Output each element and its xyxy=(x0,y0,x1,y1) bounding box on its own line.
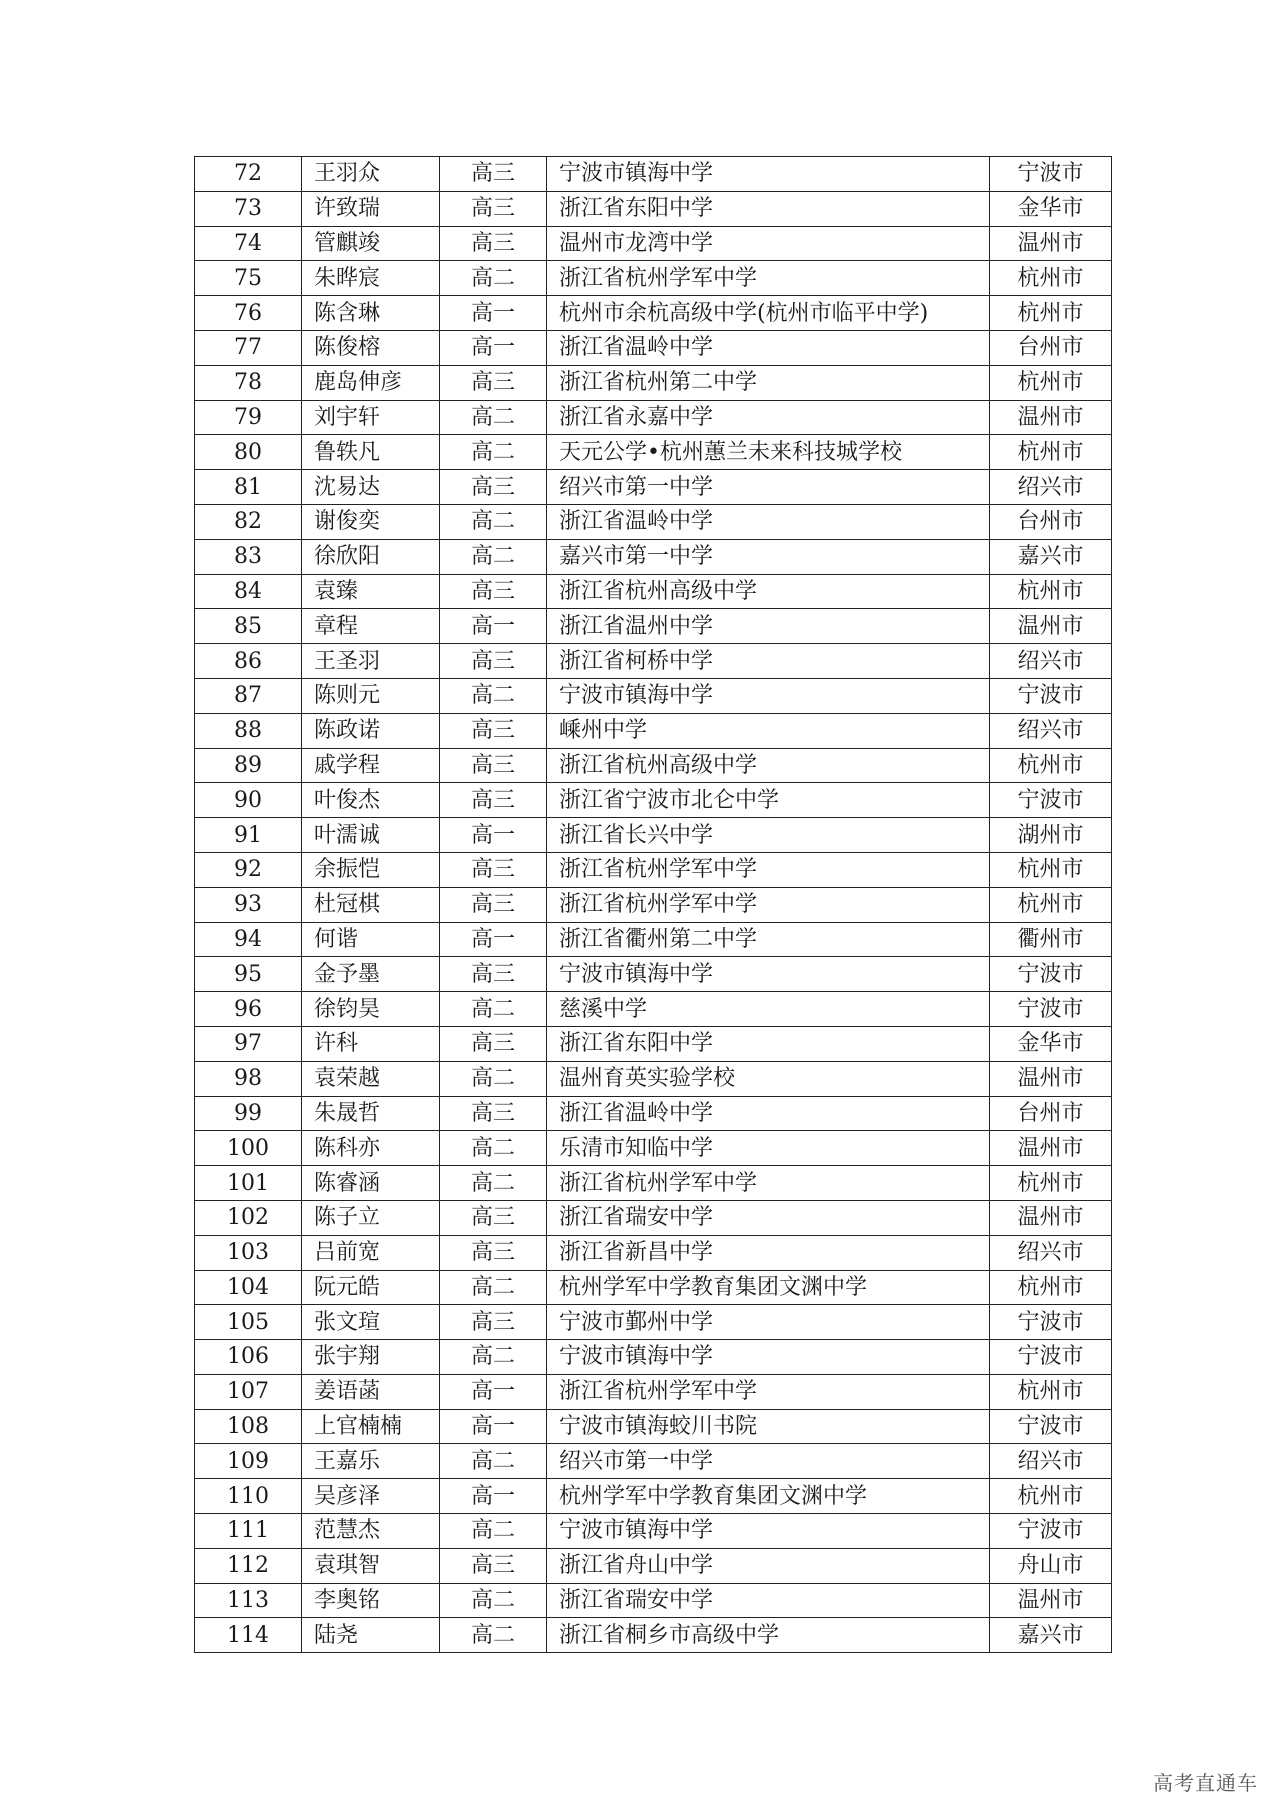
table-row xyxy=(195,1514,1112,1549)
student-name-cell: 徐钧昊 xyxy=(302,992,440,1027)
school-name-cell: 浙江省桐乡市高级中学 xyxy=(547,1618,990,1653)
table-row xyxy=(195,539,1112,574)
table-row xyxy=(195,1061,1112,1096)
city-name-cell: 舟山市 xyxy=(990,1548,1112,1583)
school-name-cell: 温州育英实验学校 xyxy=(547,1061,990,1096)
student-name-cell: 余振恺 xyxy=(302,852,440,887)
row-number-cell: 106 xyxy=(195,1340,302,1375)
grade-level-cell: 高三 xyxy=(440,887,547,922)
table-row xyxy=(195,1409,1112,1444)
city-name-cell: 绍兴市 xyxy=(990,1235,1112,1270)
school-name-cell: 浙江省新昌中学 xyxy=(547,1235,990,1270)
table-row xyxy=(195,1548,1112,1583)
grade-level-cell: 高二 xyxy=(440,504,547,539)
row-number-cell: 95 xyxy=(195,957,302,992)
row-number-cell: 92 xyxy=(195,852,302,887)
grade-level-cell: 高二 xyxy=(440,1444,547,1479)
table-row xyxy=(195,1340,1112,1375)
row-number-cell: 88 xyxy=(195,713,302,748)
student-name-cell: 王圣羽 xyxy=(302,644,440,679)
row-number-cell: 82 xyxy=(195,504,302,539)
city-name-cell: 宁波市 xyxy=(990,783,1112,818)
table-row xyxy=(195,1166,1112,1201)
city-name-cell: 绍兴市 xyxy=(990,470,1112,505)
table-row xyxy=(195,504,1112,539)
school-name-cell: 浙江省瑞安中学 xyxy=(547,1583,990,1618)
grade-level-cell: 高一 xyxy=(440,609,547,644)
grade-level-cell: 高二 xyxy=(440,1131,547,1166)
table-row xyxy=(195,470,1112,505)
city-name-cell: 杭州市 xyxy=(990,1166,1112,1201)
school-name-cell: 浙江省杭州学军中学 xyxy=(547,852,990,887)
table-row xyxy=(195,226,1112,261)
row-number-cell: 99 xyxy=(195,1096,302,1131)
student-name-cell: 朱晟哲 xyxy=(302,1096,440,1131)
table-row xyxy=(195,435,1112,470)
school-name-cell: 浙江省柯桥中学 xyxy=(547,644,990,679)
student-name-cell: 陈子立 xyxy=(302,1200,440,1235)
student-name-cell: 叶濡诚 xyxy=(302,818,440,853)
school-name-cell: 乐清市知临中学 xyxy=(547,1131,990,1166)
school-name-cell: 浙江省长兴中学 xyxy=(547,818,990,853)
city-name-cell: 杭州市 xyxy=(990,574,1112,609)
student-name-cell: 刘宇轩 xyxy=(302,400,440,435)
student-name-cell: 王嘉乐 xyxy=(302,1444,440,1479)
school-name-cell: 浙江省杭州学军中学 xyxy=(547,1166,990,1201)
city-name-cell: 宁波市 xyxy=(990,1514,1112,1549)
city-name-cell: 金华市 xyxy=(990,191,1112,226)
grade-level-cell: 高二 xyxy=(440,1514,547,1549)
school-name-cell: 浙江省衢州第二中学 xyxy=(547,922,990,957)
table-row xyxy=(195,783,1112,818)
school-name-cell: 浙江省杭州学军中学 xyxy=(547,887,990,922)
student-name-cell: 朱晔宸 xyxy=(302,261,440,296)
table-row xyxy=(195,1270,1112,1305)
city-name-cell: 温州市 xyxy=(990,400,1112,435)
student-name-cell: 戚学程 xyxy=(302,748,440,783)
city-name-cell: 湖州市 xyxy=(990,818,1112,853)
city-name-cell: 宁波市 xyxy=(990,992,1112,1027)
row-number-cell: 110 xyxy=(195,1479,302,1514)
grade-level-cell: 高二 xyxy=(440,435,547,470)
table-row xyxy=(195,191,1112,226)
school-name-cell: 嘉兴市第一中学 xyxy=(547,539,990,574)
row-number-cell: 100 xyxy=(195,1131,302,1166)
student-name-cell: 鹿岛伸彦 xyxy=(302,365,440,400)
grade-level-cell: 高三 xyxy=(440,470,547,505)
school-name-cell: 浙江省杭州高级中学 xyxy=(547,574,990,609)
row-number-cell: 76 xyxy=(195,296,302,331)
row-number-cell: 101 xyxy=(195,1166,302,1201)
row-number-cell: 107 xyxy=(195,1374,302,1409)
row-number-cell: 73 xyxy=(195,191,302,226)
student-name-cell: 陈俊榕 xyxy=(302,330,440,365)
student-name-cell: 杜冠棋 xyxy=(302,887,440,922)
student-name-cell: 范慧杰 xyxy=(302,1514,440,1549)
student-name-cell: 陈科亦 xyxy=(302,1131,440,1166)
school-name-cell: 浙江省杭州学军中学 xyxy=(547,1374,990,1409)
table-row xyxy=(195,922,1112,957)
student-name-cell: 王羽众 xyxy=(302,157,440,192)
city-name-cell: 杭州市 xyxy=(990,261,1112,296)
school-name-cell: 浙江省舟山中学 xyxy=(547,1548,990,1583)
city-name-cell: 台州市 xyxy=(990,330,1112,365)
school-name-cell: 杭州市余杭高级中学(杭州市临平中学) xyxy=(547,296,990,331)
row-number-cell: 109 xyxy=(195,1444,302,1479)
table-row xyxy=(195,713,1112,748)
row-number-cell: 111 xyxy=(195,1514,302,1549)
city-name-cell: 绍兴市 xyxy=(990,1444,1112,1479)
grade-level-cell: 高三 xyxy=(440,1305,547,1340)
student-name-cell: 袁琪智 xyxy=(302,1548,440,1583)
roster-body xyxy=(195,157,1112,1653)
city-name-cell: 杭州市 xyxy=(990,435,1112,470)
row-number-cell: 112 xyxy=(195,1548,302,1583)
grade-level-cell: 高二 xyxy=(440,992,547,1027)
city-name-cell: 温州市 xyxy=(990,1061,1112,1096)
city-name-cell: 杭州市 xyxy=(990,748,1112,783)
grade-level-cell: 高三 xyxy=(440,191,547,226)
city-name-cell: 杭州市 xyxy=(990,1479,1112,1514)
student-name-cell: 姜语菡 xyxy=(302,1374,440,1409)
grade-level-cell: 高二 xyxy=(440,1340,547,1375)
city-name-cell: 绍兴市 xyxy=(990,713,1112,748)
row-number-cell: 74 xyxy=(195,226,302,261)
row-number-cell: 102 xyxy=(195,1200,302,1235)
row-number-cell: 114 xyxy=(195,1618,302,1653)
student-name-cell: 陆尧 xyxy=(302,1618,440,1653)
grade-level-cell: 高三 xyxy=(440,852,547,887)
grade-level-cell: 高一 xyxy=(440,330,547,365)
row-number-cell: 81 xyxy=(195,470,302,505)
table-row xyxy=(195,1444,1112,1479)
school-name-cell: 杭州学军中学教育集团文渊中学 xyxy=(547,1479,990,1514)
grade-level-cell: 高二 xyxy=(440,678,547,713)
table-row xyxy=(195,574,1112,609)
grade-level-cell: 高二 xyxy=(440,261,547,296)
city-name-cell: 宁波市 xyxy=(990,1409,1112,1444)
student-roster-table xyxy=(194,156,1112,1653)
student-name-cell: 徐欣阳 xyxy=(302,539,440,574)
grade-level-cell: 高二 xyxy=(440,1270,547,1305)
row-number-cell: 91 xyxy=(195,818,302,853)
student-name-cell: 陈则元 xyxy=(302,678,440,713)
school-name-cell: 浙江省温岭中学 xyxy=(547,330,990,365)
grade-level-cell: 高三 xyxy=(440,157,547,192)
table-row xyxy=(195,1026,1112,1061)
student-name-cell: 管麒竣 xyxy=(302,226,440,261)
grade-level-cell: 高三 xyxy=(440,783,547,818)
table-row xyxy=(195,1200,1112,1235)
grade-level-cell: 高三 xyxy=(440,226,547,261)
grade-level-cell: 高三 xyxy=(440,644,547,679)
city-name-cell: 绍兴市 xyxy=(990,644,1112,679)
grade-level-cell: 高三 xyxy=(440,957,547,992)
city-name-cell: 台州市 xyxy=(990,1096,1112,1131)
row-number-cell: 79 xyxy=(195,400,302,435)
city-name-cell: 杭州市 xyxy=(990,887,1112,922)
table-row xyxy=(195,644,1112,679)
row-number-cell: 86 xyxy=(195,644,302,679)
row-number-cell: 96 xyxy=(195,992,302,1027)
school-name-cell: 宁波市镇海中学 xyxy=(547,1514,990,1549)
school-name-cell: 浙江省东阳中学 xyxy=(547,1026,990,1061)
row-number-cell: 75 xyxy=(195,261,302,296)
city-name-cell: 温州市 xyxy=(990,1200,1112,1235)
row-number-cell: 94 xyxy=(195,922,302,957)
city-name-cell: 金华市 xyxy=(990,1026,1112,1061)
watermark-text: 高考直通车 xyxy=(1153,1771,1258,1795)
grade-level-cell: 高一 xyxy=(440,1409,547,1444)
city-name-cell: 嘉兴市 xyxy=(990,539,1112,574)
city-name-cell: 衢州市 xyxy=(990,922,1112,957)
school-name-cell: 绍兴市第一中学 xyxy=(547,470,990,505)
table-row xyxy=(195,992,1112,1027)
student-name-cell: 叶俊杰 xyxy=(302,783,440,818)
school-name-cell: 浙江省杭州高级中学 xyxy=(547,748,990,783)
student-name-cell: 张宇翔 xyxy=(302,1340,440,1375)
city-name-cell: 嘉兴市 xyxy=(990,1618,1112,1653)
school-name-cell: 杭州学军中学教育集团文渊中学 xyxy=(547,1270,990,1305)
city-name-cell: 宁波市 xyxy=(990,678,1112,713)
school-name-cell: 浙江省温岭中学 xyxy=(547,1096,990,1131)
row-number-cell: 72 xyxy=(195,157,302,192)
table-row xyxy=(195,261,1112,296)
city-name-cell: 台州市 xyxy=(990,504,1112,539)
table-row xyxy=(195,1479,1112,1514)
school-name-cell: 宁波市镇海中学 xyxy=(547,1340,990,1375)
table-row xyxy=(195,330,1112,365)
table-row xyxy=(195,1583,1112,1618)
city-name-cell: 温州市 xyxy=(990,609,1112,644)
grade-level-cell: 高三 xyxy=(440,713,547,748)
student-name-cell: 谢俊奕 xyxy=(302,504,440,539)
student-name-cell: 沈易达 xyxy=(302,470,440,505)
row-number-cell: 98 xyxy=(195,1061,302,1096)
row-number-cell: 77 xyxy=(195,330,302,365)
student-name-cell: 李奥铭 xyxy=(302,1583,440,1618)
table-row xyxy=(195,957,1112,992)
student-name-cell: 袁荣越 xyxy=(302,1061,440,1096)
table-row xyxy=(195,852,1112,887)
student-name-cell: 吴彦泽 xyxy=(302,1479,440,1514)
school-name-cell: 绍兴市第一中学 xyxy=(547,1444,990,1479)
row-number-cell: 83 xyxy=(195,539,302,574)
row-number-cell: 108 xyxy=(195,1409,302,1444)
grade-level-cell: 高一 xyxy=(440,818,547,853)
row-number-cell: 103 xyxy=(195,1235,302,1270)
table-row xyxy=(195,1374,1112,1409)
grade-level-cell: 高二 xyxy=(440,1166,547,1201)
table-row xyxy=(195,748,1112,783)
table-row xyxy=(195,400,1112,435)
student-name-cell: 陈睿涵 xyxy=(302,1166,440,1201)
city-name-cell: 宁波市 xyxy=(990,1340,1112,1375)
student-name-cell: 许科 xyxy=(302,1026,440,1061)
table-row xyxy=(195,818,1112,853)
school-name-cell: 慈溪中学 xyxy=(547,992,990,1027)
city-name-cell: 宁波市 xyxy=(990,957,1112,992)
row-number-cell: 84 xyxy=(195,574,302,609)
grade-level-cell: 高三 xyxy=(440,1235,547,1270)
student-name-cell: 何谐 xyxy=(302,922,440,957)
table-row xyxy=(195,678,1112,713)
grade-level-cell: 高三 xyxy=(440,1548,547,1583)
student-name-cell: 上官楠楠 xyxy=(302,1409,440,1444)
city-name-cell: 宁波市 xyxy=(990,1305,1112,1340)
grade-level-cell: 高一 xyxy=(440,296,547,331)
student-name-cell: 陈政诺 xyxy=(302,713,440,748)
row-number-cell: 93 xyxy=(195,887,302,922)
table-row xyxy=(195,1131,1112,1166)
school-name-cell: 嵊州中学 xyxy=(547,713,990,748)
table-row xyxy=(195,1235,1112,1270)
city-name-cell: 温州市 xyxy=(990,226,1112,261)
grade-level-cell: 高三 xyxy=(440,1096,547,1131)
student-name-cell: 张文瑄 xyxy=(302,1305,440,1340)
grade-level-cell: 高二 xyxy=(440,400,547,435)
row-number-cell: 78 xyxy=(195,365,302,400)
city-name-cell: 杭州市 xyxy=(990,852,1112,887)
grade-level-cell: 高二 xyxy=(440,1061,547,1096)
grade-level-cell: 高一 xyxy=(440,922,547,957)
school-name-cell: 浙江省永嘉中学 xyxy=(547,400,990,435)
grade-level-cell: 高三 xyxy=(440,365,547,400)
row-number-cell: 87 xyxy=(195,678,302,713)
school-name-cell: 宁波市镇海中学 xyxy=(547,157,990,192)
row-number-cell: 85 xyxy=(195,609,302,644)
grade-level-cell: 高一 xyxy=(440,1479,547,1514)
table-row xyxy=(195,1618,1112,1653)
student-name-cell: 金予墨 xyxy=(302,957,440,992)
grade-level-cell: 高二 xyxy=(440,539,547,574)
city-name-cell: 杭州市 xyxy=(990,1374,1112,1409)
city-name-cell: 温州市 xyxy=(990,1131,1112,1166)
grade-level-cell: 高一 xyxy=(440,1374,547,1409)
school-name-cell: 浙江省温州中学 xyxy=(547,609,990,644)
school-name-cell: 浙江省瑞安中学 xyxy=(547,1200,990,1235)
city-name-cell: 杭州市 xyxy=(990,296,1112,331)
student-name-cell: 吕前宽 xyxy=(302,1235,440,1270)
school-name-cell: 浙江省温岭中学 xyxy=(547,504,990,539)
city-name-cell: 宁波市 xyxy=(990,157,1112,192)
student-name-cell: 陈含琳 xyxy=(302,296,440,331)
school-name-cell: 宁波市镇海蛟川书院 xyxy=(547,1409,990,1444)
table-row xyxy=(195,296,1112,331)
row-number-cell: 90 xyxy=(195,783,302,818)
student-name-cell: 袁臻 xyxy=(302,574,440,609)
table-row xyxy=(195,1305,1112,1340)
school-name-cell: 浙江省东阳中学 xyxy=(547,191,990,226)
table-row xyxy=(195,365,1112,400)
school-name-cell: 宁波市镇海中学 xyxy=(547,678,990,713)
city-name-cell: 杭州市 xyxy=(990,365,1112,400)
row-number-cell: 97 xyxy=(195,1026,302,1061)
school-name-cell: 浙江省宁波市北仑中学 xyxy=(547,783,990,818)
school-name-cell: 浙江省杭州学军中学 xyxy=(547,261,990,296)
school-name-cell: 温州市龙湾中学 xyxy=(547,226,990,261)
row-number-cell: 104 xyxy=(195,1270,302,1305)
grade-level-cell: 高三 xyxy=(440,748,547,783)
grade-level-cell: 高三 xyxy=(440,574,547,609)
table-row xyxy=(195,887,1112,922)
school-name-cell: 天元公学•杭州蕙兰未来科技城学校 xyxy=(547,435,990,470)
city-name-cell: 温州市 xyxy=(990,1583,1112,1618)
school-name-cell: 浙江省杭州第二中学 xyxy=(547,365,990,400)
table-row xyxy=(195,609,1112,644)
student-name-cell: 章程 xyxy=(302,609,440,644)
grade-level-cell: 高三 xyxy=(440,1200,547,1235)
grade-level-cell: 高三 xyxy=(440,1026,547,1061)
row-number-cell: 80 xyxy=(195,435,302,470)
grade-level-cell: 高二 xyxy=(440,1618,547,1653)
student-name-cell: 许致瑞 xyxy=(302,191,440,226)
school-name-cell: 宁波市镇海中学 xyxy=(547,957,990,992)
city-name-cell: 杭州市 xyxy=(990,1270,1112,1305)
row-number-cell: 113 xyxy=(195,1583,302,1618)
student-name-cell: 阮元皓 xyxy=(302,1270,440,1305)
table-row xyxy=(195,1096,1112,1131)
student-name-cell: 鲁轶凡 xyxy=(302,435,440,470)
row-number-cell: 89 xyxy=(195,748,302,783)
grade-level-cell: 高二 xyxy=(440,1583,547,1618)
table-row xyxy=(195,157,1112,192)
row-number-cell: 105 xyxy=(195,1305,302,1340)
school-name-cell: 宁波市鄞州中学 xyxy=(547,1305,990,1340)
